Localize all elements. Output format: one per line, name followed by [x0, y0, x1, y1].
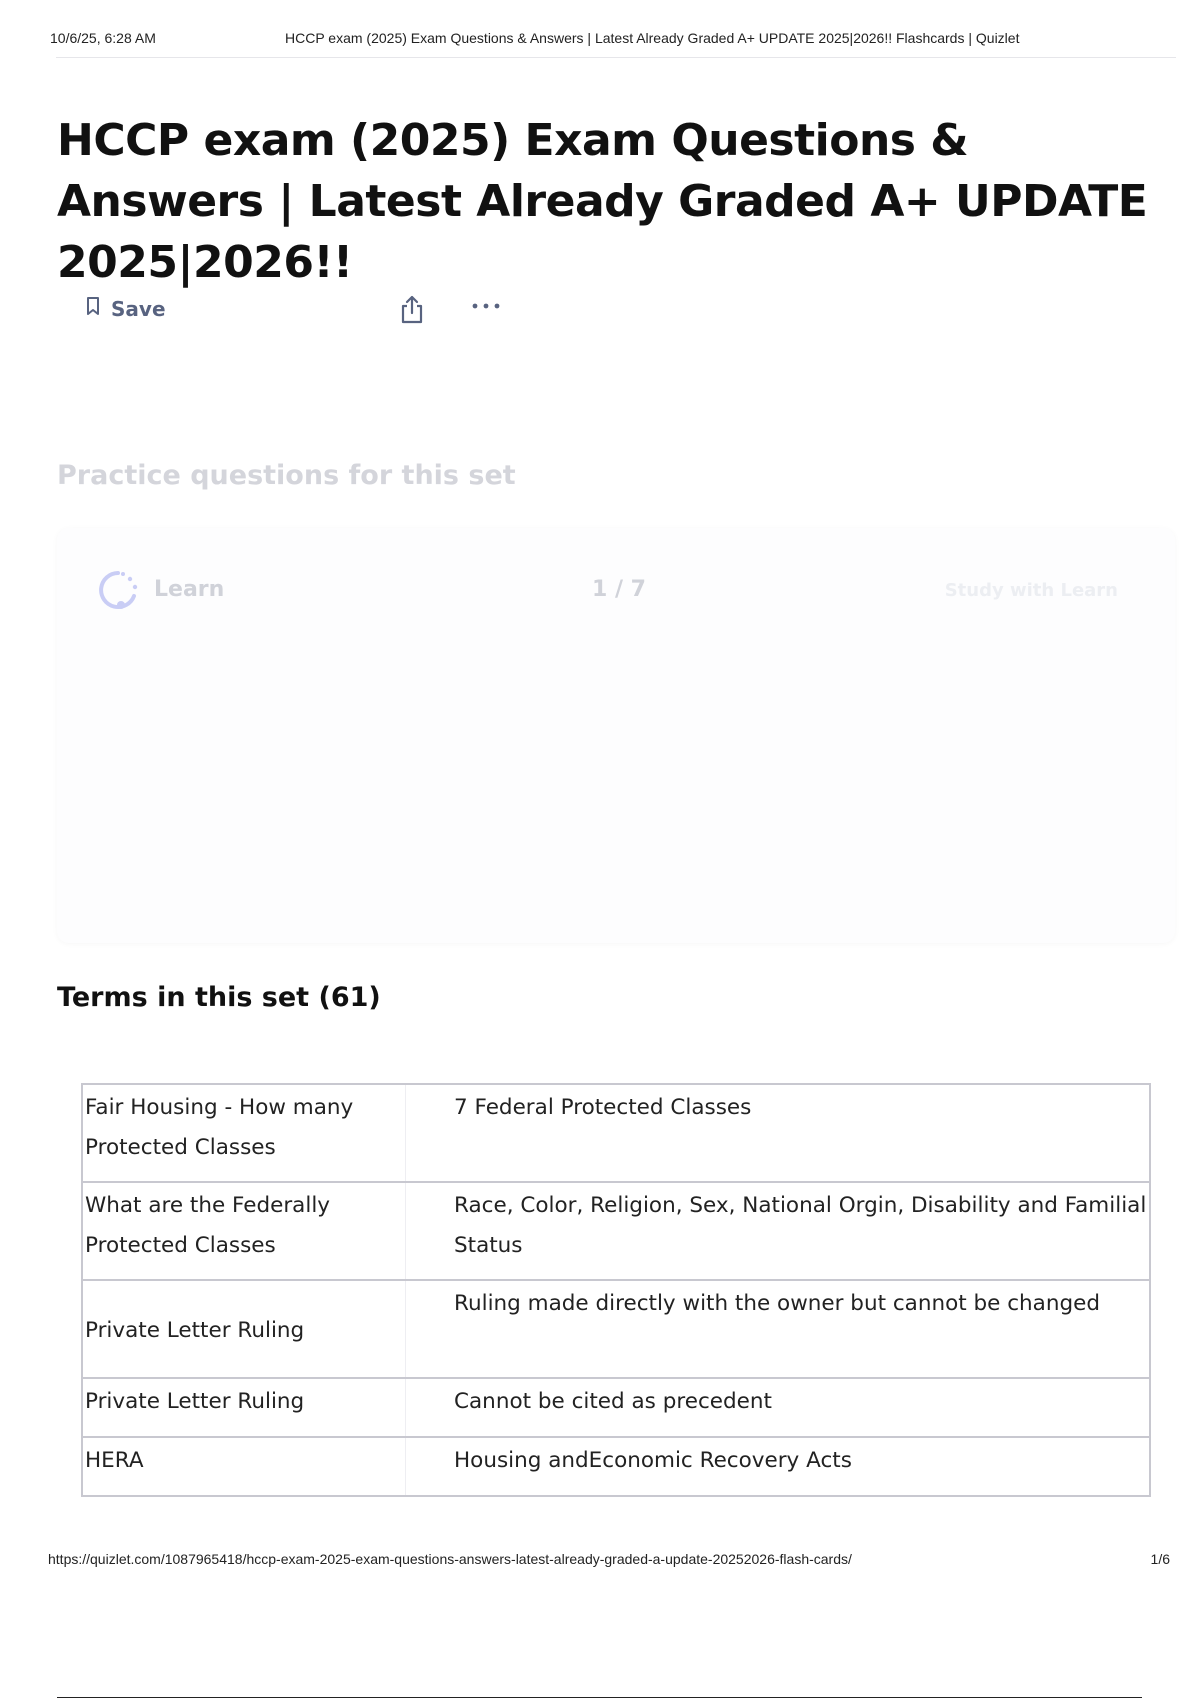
- print-footer: [48, 1551, 1176, 1571]
- definition-cell: Housing andEconomic Recovery Acts: [406, 1437, 1151, 1496]
- page-url: https://quizlet.com/1087965418/hccp-exam-2025-exam-questions-answers-latest-already-graded-a-update-20252026-flash-cards/: [48, 1551, 852, 1567]
- definition-cell: 7 Federal Protected Classes: [406, 1084, 1151, 1182]
- more-options-button[interactable]: [470, 296, 502, 320]
- header-divider: [56, 57, 1176, 58]
- terms-table: [81, 1083, 1151, 1497]
- terms-heading: Terms in this set (61): [57, 982, 381, 1013]
- definition-cell: Ruling made directly with the owner but cannot be changed: [406, 1280, 1151, 1378]
- page-number: 1/6: [1150, 1551, 1170, 1567]
- definition-cell: Cannot be cited as precedent: [406, 1378, 1151, 1437]
- term-row[interactable]: [82, 1280, 1150, 1378]
- term-cell: What are the Federally Protected Classes: [82, 1182, 406, 1280]
- share-button[interactable]: [398, 293, 426, 329]
- term-cell: HERA: [82, 1437, 406, 1496]
- learn-card: [57, 528, 1175, 943]
- set-title: HCCP exam (2025) Exam Questions & Answers | Latest Already Graded A+ UPDATE 2025|2026!!: [57, 115, 1148, 288]
- term-row[interactable]: [82, 1182, 1150, 1280]
- share-icon: [398, 310, 426, 329]
- term-cell: Private Letter Ruling: [82, 1280, 406, 1378]
- practice-questions-heading: Practice questions for this set: [57, 460, 516, 491]
- term-row[interactable]: [82, 1084, 1150, 1182]
- term-row[interactable]: [82, 1378, 1150, 1437]
- save-button[interactable]: [85, 296, 166, 321]
- term-cell: Fair Housing - How many Protected Classes: [82, 1084, 406, 1182]
- learn-label: Learn: [154, 577, 225, 602]
- print-date: 10/6/25, 6:28 AM: [50, 30, 156, 46]
- footer-divider: [57, 1697, 1142, 1698]
- term-cell: Private Letter Ruling: [82, 1378, 406, 1437]
- definition-cell: Race, Color, Religion, Sex, National Orgin, Disability and Familial Status: [406, 1182, 1151, 1280]
- learn-progress-icon: [97, 569, 139, 615]
- print-header: [50, 30, 1150, 50]
- bookmark-icon: [85, 296, 101, 321]
- save-label: Save: [111, 296, 166, 321]
- print-page-title: HCCP exam (2025) Exam Questions & Answers | Latest Already Graded A+ UPDATE 2025|2026!! Flashcards | Quizlet: [285, 30, 1020, 46]
- study-with-learn-button[interactable]: Study with Learn: [944, 580, 1118, 601]
- more-horizontal-icon: [470, 301, 502, 320]
- term-row[interactable]: [82, 1437, 1150, 1496]
- question-progress: 1 / 7: [592, 577, 646, 602]
